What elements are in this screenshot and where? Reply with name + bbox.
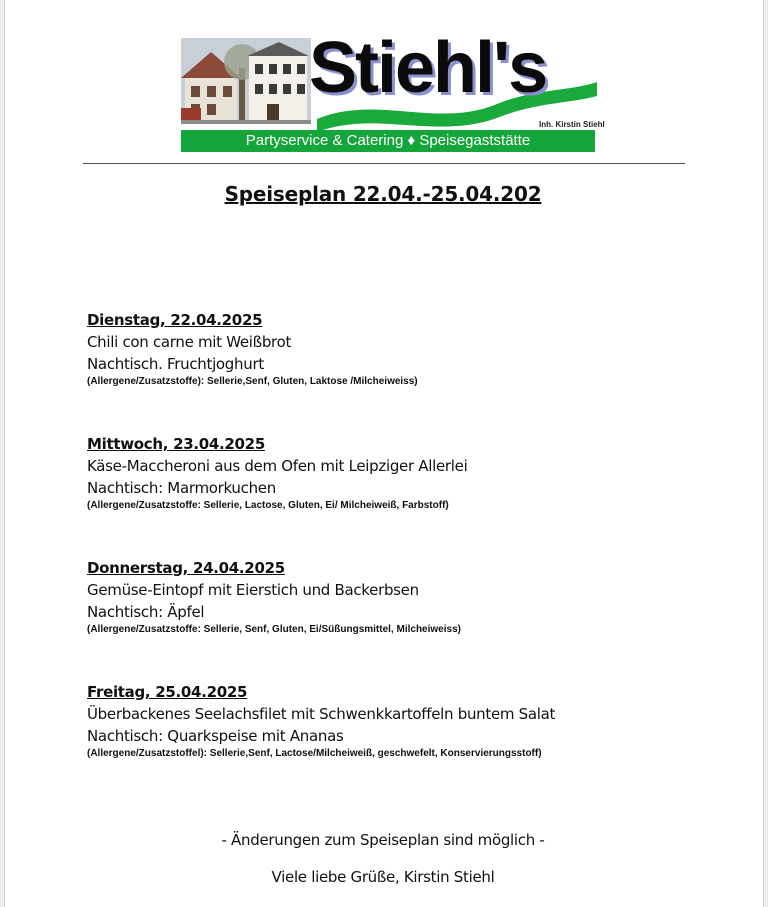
day-heading: Donnerstag, 24.04.2025 — [87, 559, 285, 577]
logo-tagline: Partyservice & Catering ♦ Speisegaststätte — [181, 130, 595, 152]
allergen-info: (Allergene/Zusatzstoffel): Sellerie,Senf, Lactose/Milcheiweiß, geschwefelt, Konservierungsstoff) — [87, 748, 542, 759]
day-entry-tuesday — [87, 309, 727, 389]
logo-owner-text: Inh. Kirstin Stiehl — [539, 120, 605, 129]
day-entry-friday — [87, 681, 727, 761]
page-title: Speiseplan 22.04.-25.04.202 — [224, 182, 542, 206]
day-entry-thursday — [87, 557, 727, 637]
allergen-info: (Allergene/Zusatzstoffe: Sellerie, Senf, Gluten, Ei/Süßungsmittel, Milcheiweiss) — [87, 624, 461, 635]
logo-wordmark: Stiehl's — [309, 28, 547, 108]
day-heading: Freitag, 25.04.2025 — [87, 683, 248, 701]
change-notice: - Änderungen zum Speiseplan sind möglich - — [221, 831, 545, 849]
closing-greeting: Viele liebe Grüße, Kirstin Stiehl — [271, 868, 495, 886]
allergen-info: (Allergene/Zusatzstoffe: Sellerie, Lactose, Gluten, Ei/ Milcheiweiß, Farbstoff) — [87, 500, 449, 511]
main-dish: Chili con carne mit Weißbrot — [87, 333, 292, 351]
day-heading: Dienstag, 22.04.2025 — [87, 311, 263, 329]
day-heading: Mittwoch, 23.04.2025 — [87, 435, 265, 453]
dessert: Nachtisch: Äpfel — [87, 603, 205, 621]
main-dish: Gemüse-Eintopf mit Eierstich und Backerbsen — [87, 581, 419, 599]
header-divider — [83, 163, 685, 164]
day-entry-wednesday — [87, 433, 727, 513]
document-page — [4, 0, 764, 907]
dessert: Nachtisch: Marmorkuchen — [87, 479, 276, 497]
main-dish: Überbackenes Seelachsfilet mit Schwenkkartoffeln buntem Salat — [87, 705, 556, 723]
company-logo — [177, 28, 605, 156]
dessert: Nachtisch: Quarkspeise mit Ananas — [87, 727, 344, 745]
allergen-info: (Allergene/Zusatzstoffe): Sellerie,Senf, Gluten, Laktose /Milcheiweiss) — [87, 376, 418, 387]
building-photo-image — [181, 38, 311, 124]
dessert: Nachtisch. Fruchtjoghurt — [87, 355, 264, 373]
main-dish: Käse-Maccheroni aus dem Ofen mit Leipziger Allerlei — [87, 457, 468, 475]
